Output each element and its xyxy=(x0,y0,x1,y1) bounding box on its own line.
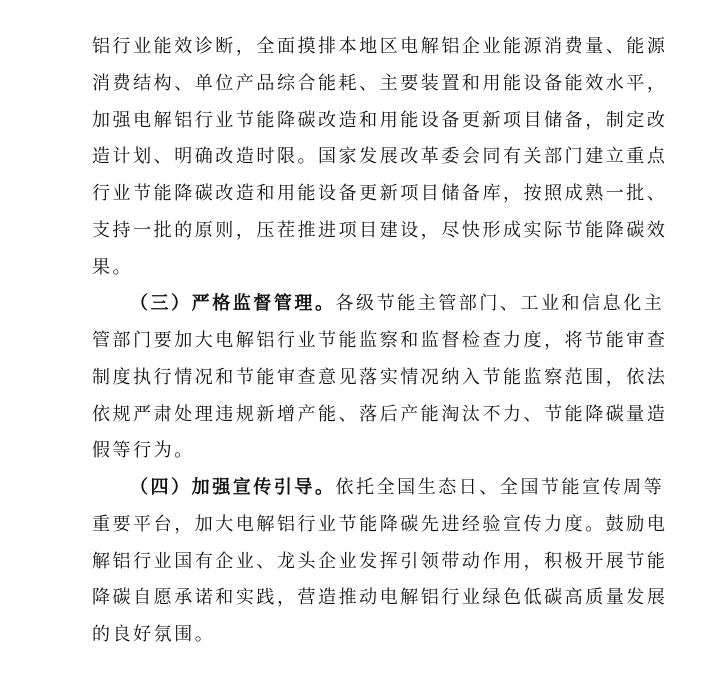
text-line: 消费结构、单位产品综合能耗、主要装置和用能设备能效水平， xyxy=(92,73,668,94)
section-heading: （四）加强宣传引导。 xyxy=(130,477,336,498)
text-line: 造计划、明确改造时限。国家发展改革委会同有关部门建立重点 xyxy=(92,146,668,167)
section-text: 各级节能主管部门、工业和信息化主 xyxy=(335,293,665,314)
section-heading: （三）严格监督管理。 xyxy=(130,293,336,314)
text-line: 支持一批的原则，压茬推进项目建设，尽快形成实际节能降碳效 xyxy=(92,220,668,241)
text-line: 降碳自愿承诺和实践，营造推动电解铝行业绿色低碳高质量发展 xyxy=(92,587,668,608)
text-line: 果。 xyxy=(92,257,134,278)
text-line: 重要平台，加大电解铝行业节能降碳先进经验宣传力度。鼓励电 xyxy=(92,514,668,535)
text-line: 行业节能降碳改造和用能设备更新项目储备库，按照成熟一批、 xyxy=(92,183,668,204)
text-line: 加强电解铝行业节能降碳改造和用能设备更新项目储备，制定改 xyxy=(92,110,668,131)
text-line: 铝行业能效诊断，全面摸排本地区电解铝企业能源消费量、能源 xyxy=(92,36,668,57)
text-line: 解铝行业国有企业、龙头企业发挥引领带动作用，积极开展节能 xyxy=(92,551,668,572)
text-line: 制度执行情况和节能审查意见落实情况纳入节能监察范围，依法 xyxy=(92,367,668,388)
text-line: 管部门要加大电解铝行业节能监察和监督检查力度，将节能审查 xyxy=(92,330,668,351)
text-line: 假等行为。 xyxy=(92,440,195,461)
section-text: 依托全国生态日、全国节能宣传周等 xyxy=(335,477,665,498)
text-line: 的良好氛围。 xyxy=(92,624,216,645)
section-heading-line xyxy=(130,287,665,321)
text-line: 依规严肃处理违规新增产能、落后产能淘汰不力、节能降碳量造 xyxy=(92,404,668,425)
section-heading-line xyxy=(130,471,665,505)
